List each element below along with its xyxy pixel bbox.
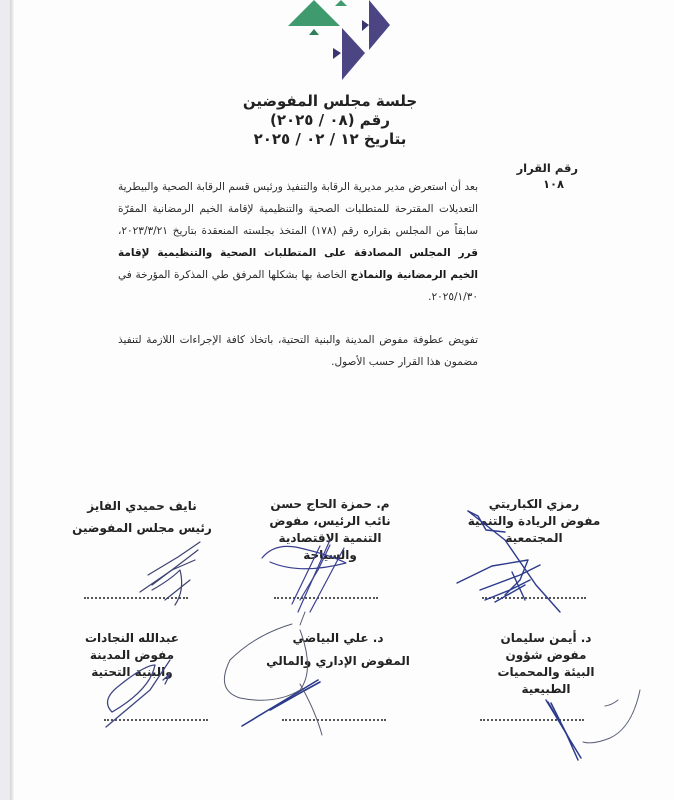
signatory-block [52, 498, 232, 537]
logo-green-triangle-small-top [335, 0, 347, 6]
signatory-name: عبدالله النجادات [84, 631, 179, 645]
signature-line [104, 719, 208, 721]
signatory-title: مفوض شؤون البيئة والمحميات الطبيعية [497, 648, 595, 696]
logo-purple-triangle-left [342, 28, 365, 80]
signatory-title: رئيس مجلس المفوضين [72, 521, 212, 535]
session-title: جلسة مجلس المفوضين [242, 92, 418, 110]
decision-number: ١٠٨ [542, 177, 564, 191]
decision-number-block [498, 160, 578, 192]
session-date: بتاريخ ١٢ / ٠٢ / ٢٠٢٥ [253, 130, 407, 148]
signatory-name: د. أيمن سليمان [500, 631, 592, 645]
signatory-block [444, 496, 624, 547]
logo-purple-arrow-small-left [333, 48, 341, 59]
signatory-title: نائب الرئيس، مفوض التنمية الاقتصادية والسياحة [269, 514, 391, 562]
signatory-title: المفوض الإداري والمالي [266, 654, 410, 668]
logo-purple-arrow-small-right [362, 20, 369, 31]
signatory-name: رمزي الكباريتي [488, 497, 580, 511]
signature-line [84, 597, 188, 599]
signatory-block [42, 630, 222, 681]
logo-purple-triangle-right [369, 0, 390, 50]
session-number: رقم (٠٨ / ٢٠٢٥) [269, 111, 391, 129]
signature-line [274, 597, 378, 599]
signatory-name: م. حمزة الحاج حسن [270, 497, 390, 511]
signature-line [482, 597, 586, 599]
decision-body [118, 176, 478, 373]
decision-label: رقم القرار [516, 161, 578, 175]
logo-green-triangle-large [288, 0, 340, 26]
signatory-block [240, 496, 420, 564]
signature-line [282, 719, 386, 721]
decision-paragraph-1-resolution: قرر المجلس المصادقة على المتطلبات الصحية والتنظيمية لإقامة الخيم الرمضانية والنماذج [118, 247, 478, 281]
logo-green-triangle-small-bottom [309, 29, 319, 35]
decision-paragraph-2: تفويض عطوفة مفوض المدينة والبنية التحتية، باتخاذ كافة الإجراءات اللازمة لتنفيذ مضمون هذا القرار حسب الأصول. [118, 334, 478, 368]
signature-line [480, 719, 584, 721]
decision-paragraph-1-tail: الخاصة بها بشكلها المرفق طي المذكرة المؤرخة في ٢٠٢٥/١/٣٠. [118, 269, 478, 303]
decision-paragraph-1 [118, 176, 478, 308]
page-edge-strip [0, 0, 10, 800]
council-logo-icon [282, 0, 392, 82]
signatory-block [456, 630, 636, 698]
decision-paragraph-1-intro: بعد أن استعرض مدير مديرية الرقابة والتنفيذ ورئيس قسم الرقابة الصحية والبيطرية التعديلات المقترحة للمتطلبات الصحية والتنظيمية لإقامة الخيم الرمضانية المقرّة سابقاً من المجلس بقراره رقم (١٧٨) المتخذ بجلسته المنعقدة بتاريخ ٢٠٢٣/٣/٢١، [118, 181, 478, 237]
signatory-name: نايف حميدي الفايز [87, 499, 197, 513]
signatory-block [248, 630, 428, 670]
signatory-title: مفوض الريادة والتنمية المجتمعية [467, 514, 601, 545]
signatory-title: مفوض المدينة والبنية التحتية [89, 648, 175, 679]
session-header [180, 92, 480, 149]
signatory-name: د. علي البياضي [292, 631, 384, 645]
